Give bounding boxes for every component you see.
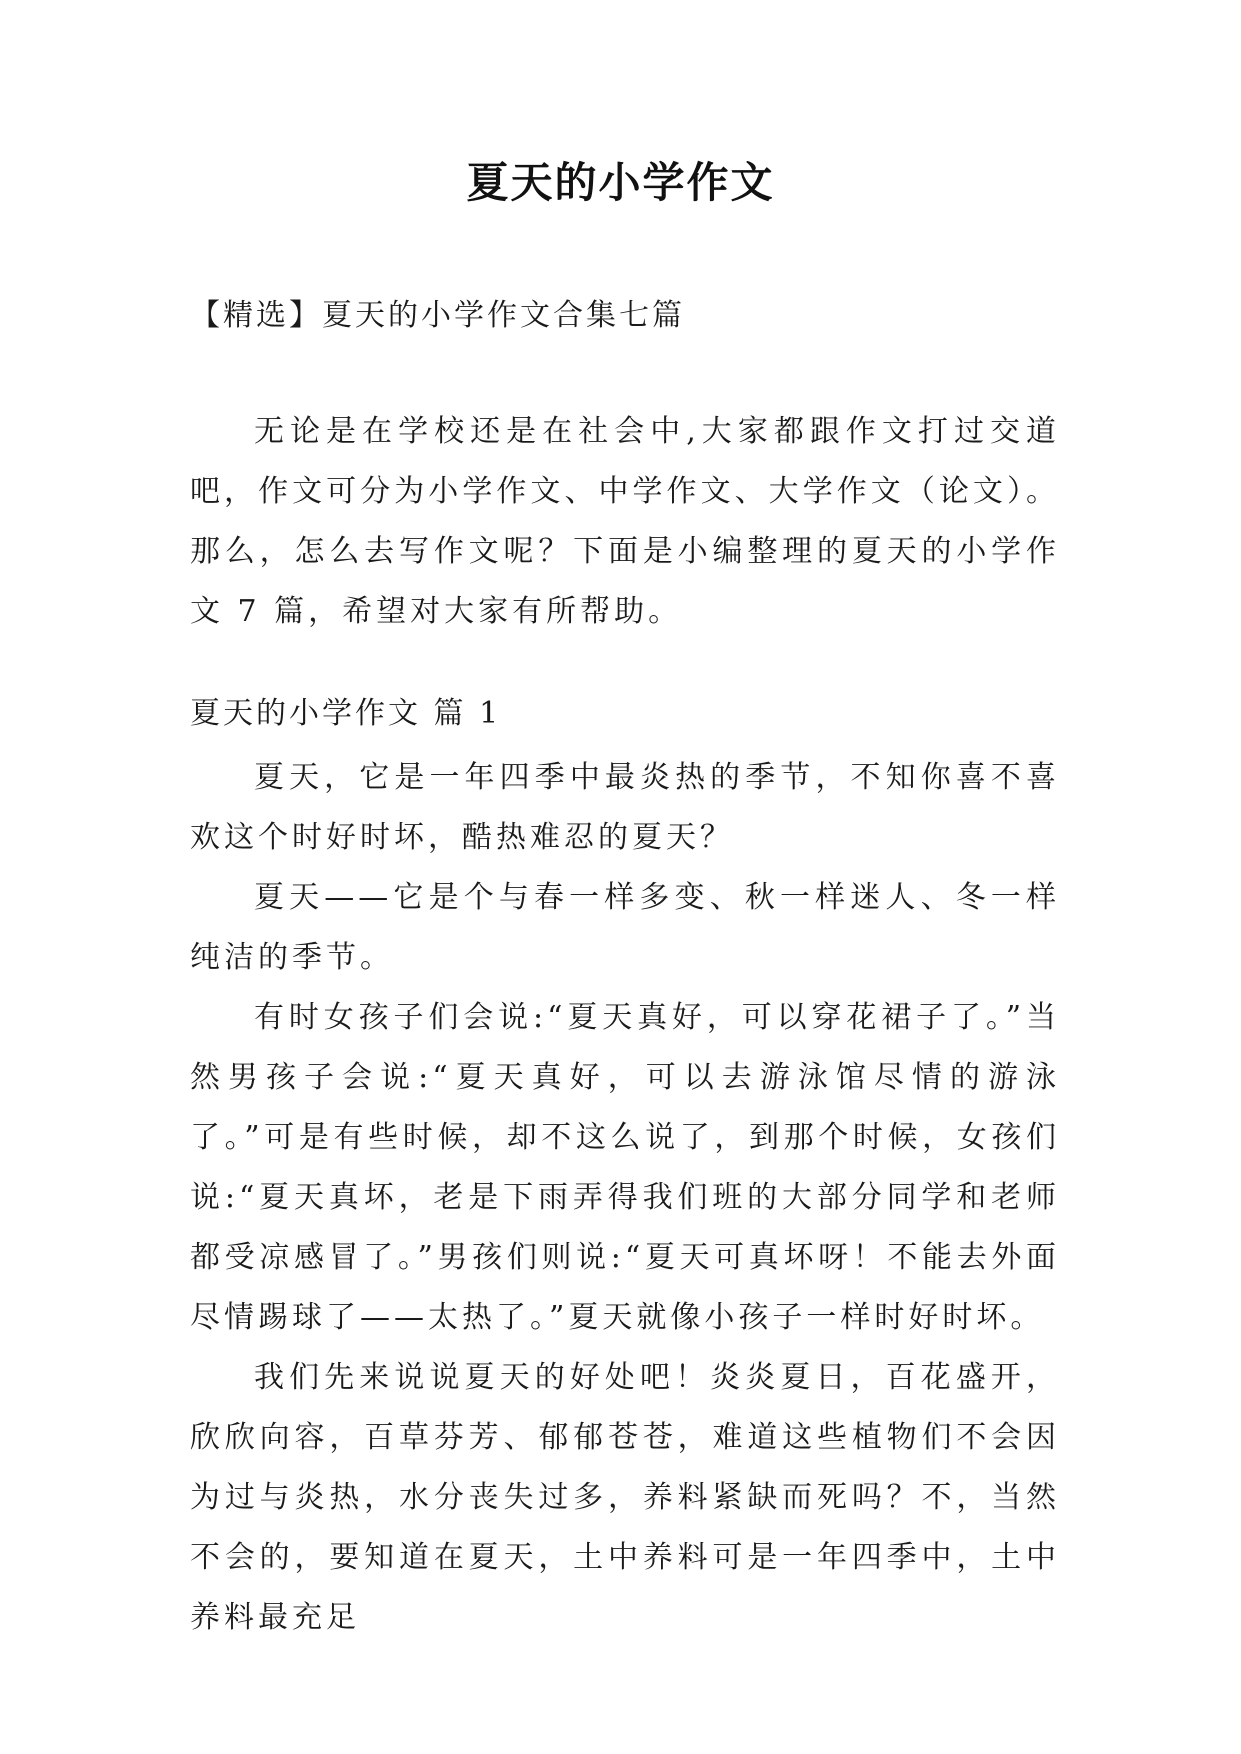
body-paragraph: 我们先来说说夏天的好处吧！炎炎夏日，百花盛开，欣欣向容，百草芬芳、郁郁苍苍，难道这些植物们不会因为过与炎热，水分丧失过多，养料紧缺而死吗？不，当然不会的，要知道在夏天，土中养料可是一年四季中，土中养料最充足 bbox=[190, 1360, 1060, 1635]
body-paragraph: 夏天，它是一年四季中最炎热的季节，不知你喜不喜欢这个时好时坏，酷热难忍的夏天？ bbox=[190, 760, 1060, 855]
body-paragraph: 有时女孩子们会说:“夏天真好，可以穿花裙子了。”当然男孩子会说:“夏天真好，可以去游泳馆尽情的游泳了。”可是有些时候，却不这么说了，到那个时候，女孩们说:“夏天真坏，老是下雨弄得我们班的大部分同学和老师都受凉感冒了。”男孩们则说:“夏天可真坏呀！不能去外面尽情踢球了——太热了。”夏天就像小孩子一样时好时坏。 bbox=[190, 1000, 1060, 1335]
document-title: 夏天的小学作文 bbox=[466, 158, 775, 207]
section-heading: 夏天的小学作文 篇 1 bbox=[190, 696, 502, 731]
document-subtitle: 【精选】夏天的小学作文合集七篇 bbox=[190, 298, 685, 333]
intro-paragraph: 无论是在学校还是在社会中,大家都跟作文打过交道吧，作文可分为小学作文、中学作文、大学作文（论文）。那么，怎么去写作文呢？下面是小编整理的夏天的小学作文 7 篇，希望对大家有所帮助。 bbox=[190, 414, 1060, 629]
body-paragraph: 夏天——它是个与春一样多变、秋一样迷人、冬一样纯洁的季节。 bbox=[190, 880, 1060, 975]
